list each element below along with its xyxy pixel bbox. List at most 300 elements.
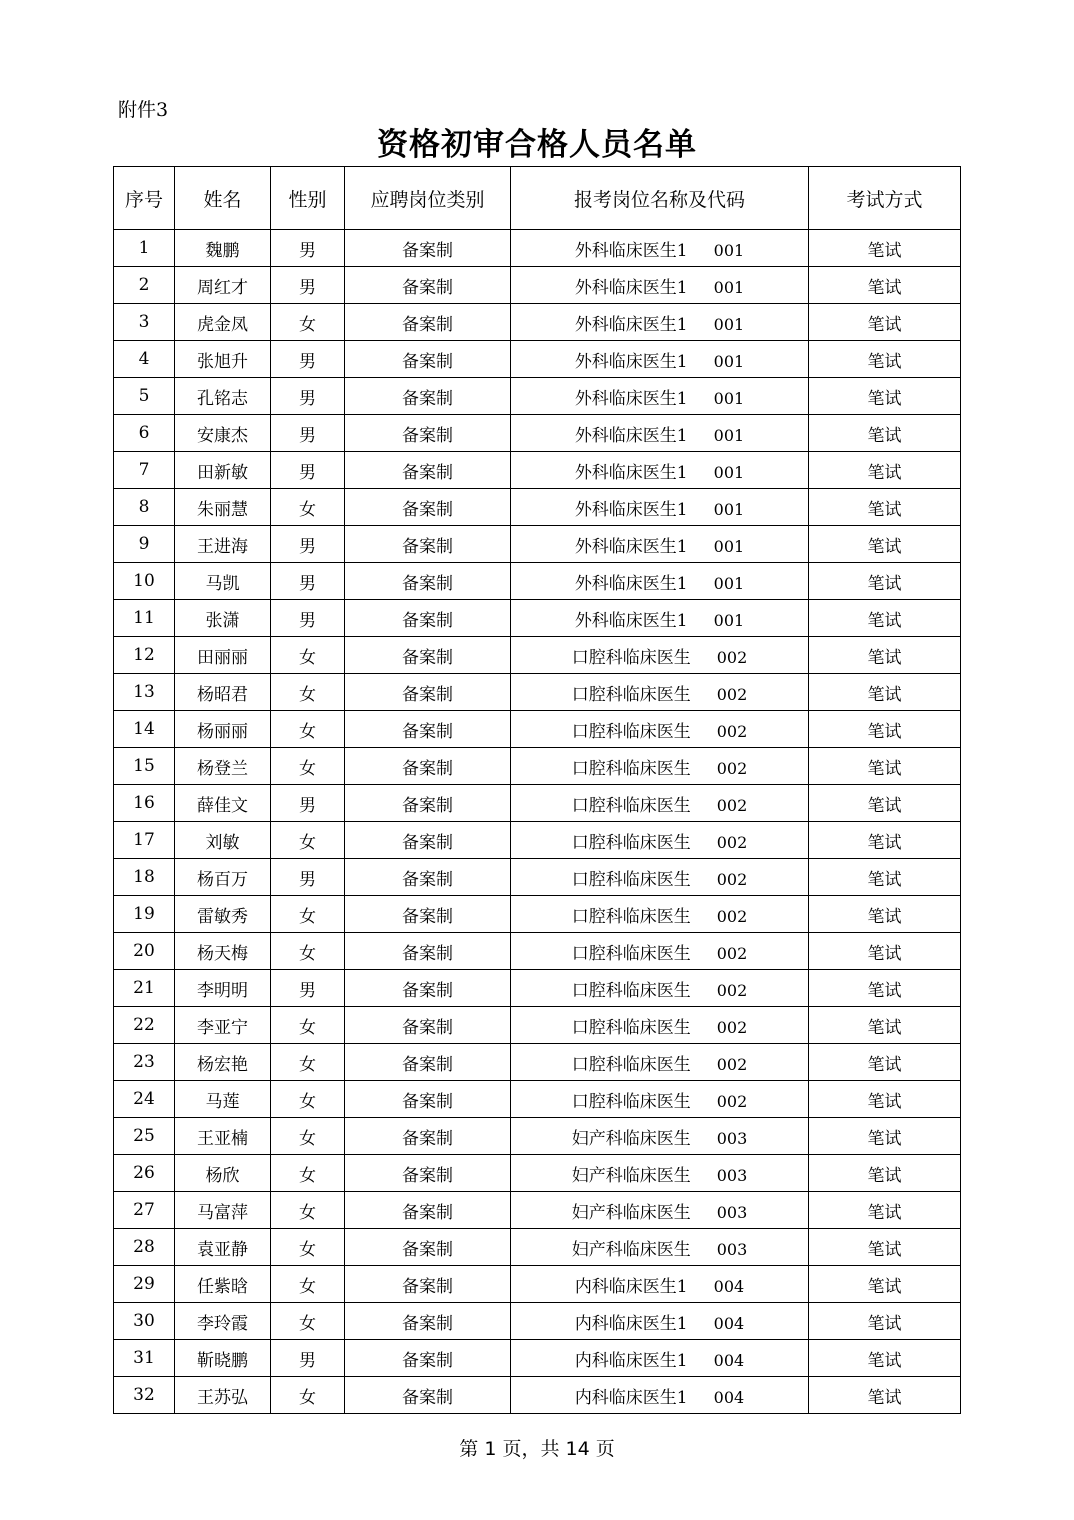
cell-name: 李亚宁: [175, 1007, 271, 1044]
cell-serial-number: 2: [114, 267, 175, 304]
position-code: 001: [713, 610, 745, 630]
cell-position-name-code: [511, 1377, 809, 1414]
cell-position-name-code: [511, 563, 809, 600]
table-row: [114, 970, 961, 1007]
cell-position-category: 备案制: [345, 341, 511, 378]
cell-name: 袁亚静: [175, 1229, 271, 1266]
cell-name: 魏鹏: [175, 230, 271, 267]
cell-serial-number: 9: [114, 526, 175, 563]
table-row: [114, 1155, 961, 1192]
cell-gender: 男: [271, 452, 345, 489]
cell-serial-number: 20: [114, 933, 175, 970]
table-row: [114, 1340, 961, 1377]
table-row: [114, 600, 961, 637]
cell-exam-method: 笔试: [809, 563, 961, 600]
cell-name: 王进海: [175, 526, 271, 563]
cell-name: 张潇: [175, 600, 271, 637]
cell-exam-method: 笔试: [809, 304, 961, 341]
cell-position-category: 备案制: [345, 785, 511, 822]
cell-name: 王亚楠: [175, 1118, 271, 1155]
table-row: [114, 1007, 961, 1044]
cell-position-name-code: [511, 415, 809, 452]
cell-serial-number: 32: [114, 1377, 175, 1414]
header-serial-number: 序号: [114, 167, 175, 230]
cell-serial-number: 11: [114, 600, 175, 637]
cell-name: 雷敏秀: [175, 896, 271, 933]
cell-name: 马莲: [175, 1081, 271, 1118]
cell-position-name-code: [511, 711, 809, 748]
cell-exam-method: 笔试: [809, 711, 961, 748]
cell-name: 杨昭君: [175, 674, 271, 711]
table-row: [114, 1081, 961, 1118]
position-name: 妇产科临床医生: [571, 1128, 691, 1149]
position-name: 外科临床医生1: [574, 277, 688, 298]
cell-exam-method: 笔试: [809, 1118, 961, 1155]
cell-serial-number: 27: [114, 1192, 175, 1229]
table-row: [114, 230, 961, 267]
cell-serial-number: 6: [114, 415, 175, 452]
table-row: [114, 1266, 961, 1303]
cell-name: 安康杰: [175, 415, 271, 452]
cell-gender: 男: [271, 859, 345, 896]
cell-exam-method: 笔试: [809, 896, 961, 933]
cell-gender: 男: [271, 378, 345, 415]
cell-position-name-code: [511, 748, 809, 785]
cell-position-category: 备案制: [345, 637, 511, 674]
cell-exam-method: 笔试: [809, 748, 961, 785]
cell-position-name-code: [511, 1118, 809, 1155]
cell-position-category: 备案制: [345, 452, 511, 489]
cell-gender: 女: [271, 1266, 345, 1303]
cell-position-name-code: [511, 859, 809, 896]
position-name: 内科临床医生1: [574, 1387, 688, 1408]
cell-exam-method: 笔试: [809, 1229, 961, 1266]
cell-position-category: 备案制: [345, 674, 511, 711]
cell-serial-number: 14: [114, 711, 175, 748]
table-row: [114, 526, 961, 563]
cell-name: 刘敏: [175, 822, 271, 859]
cell-gender: 女: [271, 1081, 345, 1118]
table-row: [114, 267, 961, 304]
position-name: 口腔科临床医生: [571, 980, 691, 1001]
cell-gender: 女: [271, 1155, 345, 1192]
position-code: 002: [716, 943, 748, 963]
cell-position-category: 备案制: [345, 267, 511, 304]
cell-exam-method: 笔试: [809, 1192, 961, 1229]
cell-position-category: 备案制: [345, 970, 511, 1007]
position-code: 004: [713, 1387, 745, 1407]
cell-name: 杨欣: [175, 1155, 271, 1192]
cell-gender: 男: [271, 341, 345, 378]
cell-serial-number: 21: [114, 970, 175, 1007]
cell-gender: 女: [271, 748, 345, 785]
cell-gender: 女: [271, 1044, 345, 1081]
table-row: [114, 785, 961, 822]
position-name: 口腔科临床医生: [571, 1054, 691, 1075]
cell-name: 马富萍: [175, 1192, 271, 1229]
qualified-candidates-table: [113, 166, 961, 1414]
cell-serial-number: 26: [114, 1155, 175, 1192]
cell-position-category: 备案制: [345, 1192, 511, 1229]
header-gender: 性别: [271, 167, 345, 230]
cell-name: 杨登兰: [175, 748, 271, 785]
cell-gender: 女: [271, 822, 345, 859]
cell-position-name-code: [511, 822, 809, 859]
position-code: 001: [713, 499, 745, 519]
cell-gender: 男: [271, 563, 345, 600]
position-code: 001: [713, 462, 745, 482]
table-row: [114, 341, 961, 378]
cell-serial-number: 8: [114, 489, 175, 526]
table-row: [114, 896, 961, 933]
cell-position-category: 备案制: [345, 1377, 511, 1414]
cell-position-category: 备案制: [345, 822, 511, 859]
cell-gender: 女: [271, 1377, 345, 1414]
cell-serial-number: 29: [114, 1266, 175, 1303]
cell-exam-method: 笔试: [809, 341, 961, 378]
cell-position-name-code: [511, 1155, 809, 1192]
cell-position-category: 备案制: [345, 1081, 511, 1118]
table-row: [114, 304, 961, 341]
table-row: [114, 1377, 961, 1414]
page-footer: 第 1 页，共 14 页: [459, 1438, 615, 1460]
cell-position-category: 备案制: [345, 896, 511, 933]
cell-position-category: 备案制: [345, 1007, 511, 1044]
position-code: 003: [716, 1128, 748, 1148]
position-name: 外科临床医生1: [574, 573, 688, 594]
position-name: 妇产科临床医生: [571, 1165, 691, 1186]
position-name: 外科临床医生1: [574, 240, 688, 261]
cell-gender: 男: [271, 600, 345, 637]
position-name: 口腔科临床医生: [571, 795, 691, 816]
cell-gender: 女: [271, 489, 345, 526]
table-row: [114, 452, 961, 489]
cell-name: 张旭升: [175, 341, 271, 378]
cell-serial-number: 22: [114, 1007, 175, 1044]
position-code: 002: [716, 758, 748, 778]
cell-position-category: 备案制: [345, 1303, 511, 1340]
cell-position-category: 备案制: [345, 748, 511, 785]
table-row: [114, 711, 961, 748]
position-code: 002: [716, 647, 748, 667]
table-row: [114, 1229, 961, 1266]
cell-serial-number: 25: [114, 1118, 175, 1155]
table-row: [114, 674, 961, 711]
attachment-label: 附件3: [118, 99, 169, 121]
table-row: [114, 748, 961, 785]
table-body: [114, 230, 961, 1414]
cell-serial-number: 13: [114, 674, 175, 711]
cell-name: 薛佳文: [175, 785, 271, 822]
table-row: [114, 933, 961, 970]
cell-gender: 女: [271, 1192, 345, 1229]
position-name: 内科临床医生1: [574, 1276, 688, 1297]
position-code: 002: [716, 721, 748, 741]
cell-position-category: 备案制: [345, 1155, 511, 1192]
position-code: 002: [716, 684, 748, 704]
cell-gender: 男: [271, 785, 345, 822]
cell-exam-method: 笔试: [809, 1155, 961, 1192]
cell-name: 杨宏艳: [175, 1044, 271, 1081]
cell-position-name-code: [511, 785, 809, 822]
position-name: 口腔科临床医生: [571, 1091, 691, 1112]
cell-exam-method: 笔试: [809, 1266, 961, 1303]
cell-position-category: 备案制: [345, 230, 511, 267]
cell-serial-number: 23: [114, 1044, 175, 1081]
position-code: 002: [716, 980, 748, 1000]
cell-exam-method: 笔试: [809, 1044, 961, 1081]
position-name: 外科临床医生1: [574, 351, 688, 372]
cell-position-category: 备案制: [345, 1266, 511, 1303]
position-name: 外科临床医生1: [574, 536, 688, 557]
cell-name: 马凯: [175, 563, 271, 600]
cell-position-name-code: [511, 452, 809, 489]
cell-serial-number: 16: [114, 785, 175, 822]
cell-exam-method: 笔试: [809, 1303, 961, 1340]
cell-gender: 女: [271, 674, 345, 711]
table-row: [114, 822, 961, 859]
position-code: 002: [716, 1054, 748, 1074]
position-name: 口腔科临床医生: [571, 1017, 691, 1038]
cell-gender: 女: [271, 711, 345, 748]
cell-gender: 女: [271, 637, 345, 674]
cell-exam-method: 笔试: [809, 452, 961, 489]
table-row: [114, 378, 961, 415]
cell-position-category: 备案制: [345, 1340, 511, 1377]
cell-serial-number: 15: [114, 748, 175, 785]
cell-position-name-code: [511, 970, 809, 1007]
table-row: [114, 415, 961, 452]
cell-serial-number: 10: [114, 563, 175, 600]
cell-position-name-code: [511, 341, 809, 378]
document-title: 资格初审合格人员名单: [377, 127, 697, 163]
position-name: 口腔科临床医生: [571, 943, 691, 964]
table-row: [114, 563, 961, 600]
cell-exam-method: 笔试: [809, 489, 961, 526]
position-name: 妇产科临床医生: [571, 1239, 691, 1260]
cell-position-category: 备案制: [345, 933, 511, 970]
cell-name: 杨天梅: [175, 933, 271, 970]
cell-gender: 女: [271, 896, 345, 933]
position-code: 001: [713, 277, 745, 297]
position-name: 外科临床医生1: [574, 499, 688, 520]
position-name: 口腔科临床医生: [571, 721, 691, 742]
position-name: 外科临床医生1: [574, 388, 688, 409]
cell-position-name-code: [511, 378, 809, 415]
cell-exam-method: 笔试: [809, 526, 961, 563]
cell-serial-number: 24: [114, 1081, 175, 1118]
cell-position-name-code: [511, 600, 809, 637]
cell-position-name-code: [511, 526, 809, 563]
cell-exam-method: 笔试: [809, 822, 961, 859]
cell-position-name-code: [511, 489, 809, 526]
cell-name: 田丽丽: [175, 637, 271, 674]
position-code: 001: [713, 573, 745, 593]
cell-gender: 男: [271, 267, 345, 304]
cell-gender: 女: [271, 1229, 345, 1266]
cell-gender: 女: [271, 933, 345, 970]
cell-position-category: 备案制: [345, 711, 511, 748]
cell-position-category: 备案制: [345, 526, 511, 563]
cell-serial-number: 12: [114, 637, 175, 674]
cell-serial-number: 30: [114, 1303, 175, 1340]
table-row: [114, 1118, 961, 1155]
cell-gender: 男: [271, 526, 345, 563]
cell-exam-method: 笔试: [809, 267, 961, 304]
cell-name: 周红才: [175, 267, 271, 304]
cell-serial-number: 19: [114, 896, 175, 933]
cell-gender: 男: [271, 415, 345, 452]
position-code: 004: [713, 1276, 745, 1296]
position-code: 002: [716, 832, 748, 852]
position-code: 002: [716, 869, 748, 889]
cell-position-category: 备案制: [345, 1118, 511, 1155]
header-exam-method: 考试方式: [809, 167, 961, 230]
cell-serial-number: 17: [114, 822, 175, 859]
position-name: 外科临床医生1: [574, 425, 688, 446]
cell-gender: 男: [271, 970, 345, 1007]
cell-gender: 女: [271, 1303, 345, 1340]
cell-position-name-code: [511, 1044, 809, 1081]
table-row: [114, 1044, 961, 1081]
position-name: 外科临床医生1: [574, 610, 688, 631]
cell-serial-number: 18: [114, 859, 175, 896]
cell-position-name-code: [511, 1303, 809, 1340]
cell-gender: 女: [271, 1118, 345, 1155]
header-name: 姓名: [175, 167, 271, 230]
cell-exam-method: 笔试: [809, 970, 961, 1007]
cell-exam-method: 笔试: [809, 859, 961, 896]
cell-exam-method: 笔试: [809, 674, 961, 711]
position-code: 004: [713, 1350, 745, 1370]
position-name: 内科临床医生1: [574, 1313, 688, 1334]
position-name: 外科临床医生1: [574, 462, 688, 483]
cell-position-category: 备案制: [345, 378, 511, 415]
position-code: 002: [716, 906, 748, 926]
table-row: [114, 859, 961, 896]
position-name: 口腔科临床医生: [571, 758, 691, 779]
table-header-row: [114, 167, 961, 230]
position-name: 外科临床医生1: [574, 314, 688, 335]
cell-name: 靳晓鹏: [175, 1340, 271, 1377]
cell-position-name-code: [511, 1229, 809, 1266]
cell-serial-number: 28: [114, 1229, 175, 1266]
cell-position-name-code: [511, 1007, 809, 1044]
cell-gender: 女: [271, 1007, 345, 1044]
cell-serial-number: 7: [114, 452, 175, 489]
cell-position-category: 备案制: [345, 859, 511, 896]
position-name: 妇产科临床医生: [571, 1202, 691, 1223]
position-code: 001: [713, 240, 745, 260]
cell-gender: 男: [271, 230, 345, 267]
position-code: 003: [716, 1202, 748, 1222]
cell-exam-method: 笔试: [809, 230, 961, 267]
cell-position-category: 备案制: [345, 489, 511, 526]
cell-name: 孔铭志: [175, 378, 271, 415]
cell-exam-method: 笔试: [809, 1007, 961, 1044]
position-code: 003: [716, 1165, 748, 1185]
cell-position-name-code: [511, 674, 809, 711]
position-code: 003: [716, 1239, 748, 1259]
cell-position-name-code: [511, 267, 809, 304]
position-code: 001: [713, 314, 745, 334]
position-name: 口腔科临床医生: [571, 647, 691, 668]
cell-name: 杨丽丽: [175, 711, 271, 748]
cell-exam-method: 笔试: [809, 933, 961, 970]
cell-serial-number: 3: [114, 304, 175, 341]
cell-exam-method: 笔试: [809, 785, 961, 822]
position-name: 口腔科临床医生: [571, 869, 691, 890]
cell-position-category: 备案制: [345, 1044, 511, 1081]
position-name: 口腔科临床医生: [571, 684, 691, 705]
cell-exam-method: 笔试: [809, 1081, 961, 1118]
cell-position-name-code: [511, 933, 809, 970]
header-position-category: 应聘岗位类别: [345, 167, 511, 230]
cell-exam-method: 笔试: [809, 637, 961, 674]
header-position-name-code: 报考岗位名称及代码: [511, 167, 809, 230]
cell-exam-method: 笔试: [809, 415, 961, 452]
cell-position-name-code: [511, 304, 809, 341]
position-name: 内科临床医生1: [574, 1350, 688, 1371]
cell-position-name-code: [511, 637, 809, 674]
position-code: 004: [713, 1313, 745, 1333]
position-code: 001: [713, 351, 745, 371]
cell-name: 虎金凤: [175, 304, 271, 341]
cell-position-category: 备案制: [345, 563, 511, 600]
cell-gender: 男: [271, 1340, 345, 1377]
cell-position-category: 备案制: [345, 304, 511, 341]
cell-exam-method: 笔试: [809, 600, 961, 637]
position-name: 口腔科临床医生: [571, 906, 691, 927]
cell-name: 李明明: [175, 970, 271, 1007]
cell-position-category: 备案制: [345, 415, 511, 452]
cell-position-name-code: [511, 896, 809, 933]
cell-name: 田新敏: [175, 452, 271, 489]
position-code: 002: [716, 795, 748, 815]
cell-exam-method: 笔试: [809, 1340, 961, 1377]
table-row: [114, 489, 961, 526]
table-row: [114, 637, 961, 674]
position-code: 001: [713, 425, 745, 445]
table-row: [114, 1303, 961, 1340]
cell-name: 任紫晗: [175, 1266, 271, 1303]
cell-position-name-code: [511, 1266, 809, 1303]
cell-name: 朱丽慧: [175, 489, 271, 526]
cell-position-name-code: [511, 1340, 809, 1377]
cell-serial-number: 4: [114, 341, 175, 378]
cell-name: 王苏弘: [175, 1377, 271, 1414]
cell-position-category: 备案制: [345, 600, 511, 637]
cell-serial-number: 31: [114, 1340, 175, 1377]
position-code: 002: [716, 1091, 748, 1111]
cell-position-name-code: [511, 230, 809, 267]
cell-position-name-code: [511, 1081, 809, 1118]
cell-serial-number: 5: [114, 378, 175, 415]
cell-exam-method: 笔试: [809, 378, 961, 415]
table-row: [114, 1192, 961, 1229]
cell-exam-method: 笔试: [809, 1377, 961, 1414]
position-name: 口腔科临床医生: [571, 832, 691, 853]
cell-position-name-code: [511, 1192, 809, 1229]
cell-serial-number: 1: [114, 230, 175, 267]
cell-position-category: 备案制: [345, 1229, 511, 1266]
position-code: 001: [713, 388, 745, 408]
position-code: 002: [716, 1017, 748, 1037]
cell-name: 李玲霞: [175, 1303, 271, 1340]
cell-name: 杨百万: [175, 859, 271, 896]
cell-gender: 女: [271, 304, 345, 341]
position-code: 001: [713, 536, 745, 556]
